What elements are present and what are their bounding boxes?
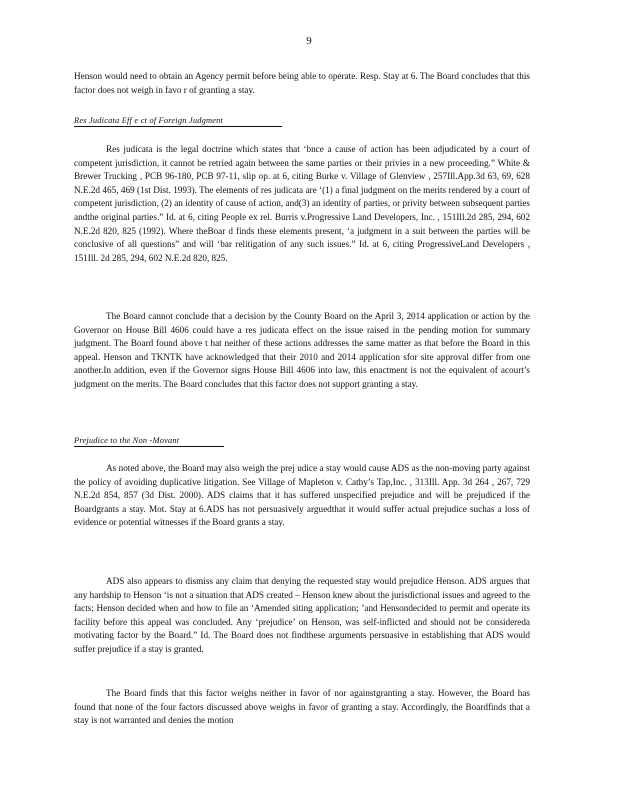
paragraph-conclusion: The Board finds that this factor weighs neither in favor of nor againstgranting a stay. However, the Board has found that none of the four factors discussed above weighs in favor of granting a stay. Accordingly, the Boardfinds that a stay is not warranted and denies the motion (74, 688, 530, 726)
section-heading-prejudice (74, 436, 224, 447)
heading-text: Res Judicata Eff e ct of Foreign Judgment (74, 116, 224, 125)
heading-text: Prejudice to the Non -Movant (74, 436, 180, 445)
paragraph-board-cannot-conclude: The Board cannot conclude that a decision by the County Board on the April 3, 2014 application or action by the Governor on House Bill 4606 could have a res judicata effect on the issue raised in the pending motion for summary judgment. The Board found above t hat neither of these actions addresses the same matter as that before the Board in this appeal. Henson and TKNTK have acknowledged that their 2010 and 2014 application sfor site approval differ from one another.In addition, even if the Governor signs House Bill 4606 into law, this enactment is not the equivalent of acourt’s judgment on the merits. The Board concludes that this factor does not support granting a stay. (74, 311, 530, 389)
paragraph-prejudice: As noted above, the Board may also weigh the prej udice a stay would cause ADS as the non-moving party against the policy of avoiding duplicative litigation. See Village of Mapleton v. Cathy’s Tap,Inc. , 313Ill. App. 3d 264 , 267, 729 N.E.2d 854, 857 (3d Dist. 2000). ADS claims that it has suffered unspecified prejudice and will be prejudiced if the Boardgrants a stay. Mot. Stay at 6.ADS has not persuasively arguedthat it would suffer actual prejudice suchas a loss of evidence or potential witnesses if the Board grants a stay. (74, 463, 530, 528)
heading-underline (74, 126, 282, 127)
paragraph-ads-dismiss: ADS also appears to dismiss any claim that denying the requested stay would prejudice Henson. ADS argues that any hardship to Henson ‘is not a situation that ADS created – Henson knew about the jurisdictional issues and agreed to the facts; Henson decided when and how to file an ‘Amended siting application; ’and Hensondecided to permit and operate its facility before this appeal was concluded. Any ‘prejudice’ on Henson, was self-inflicted and should not be considereda motivating factor by the Board.” Id. The Board does not findthese arguments persuasive in establishing that ADS would suffer prejudice if a stay is granted. (74, 576, 530, 654)
heading-underline (74, 446, 224, 447)
paragraph-res-judicata: Res judicata is the legal doctrine which states that ‘bnce a cause of action has been adjudicated by a court of competent jurisdiction, it cannot be retried again between the same parties or their privies in a new proceeding.” White & Brewer Trucking , PCB 96-180, PCB 97-11, slip op. at 6, citing Burke v. Village of Glenview , 257Ill.App.3d 63, 69, 628 N.E.2d 465, 469 (1st Dist. 1993). The elements of res judicata are ‘(1) a final judgment on the merits rendered by a court of competent jurisdiction, (2) an identity of cause of action, and(3) an identity of parties, or privity between subsequent parties andthe original parties.” Id. at 6, citing People ex rel. Burris v.Progressive Land Developers, Inc. , 151Ill.2d 285, 294, 602 N.E.2d 820, 825 (1992). Where theBoar d finds these elements present, ‘a judgment in a suit between the parties will be conclusive of all questions” and will ‘bar relitigation of any such issues.” Id. at 6, citing ProgressiveLand Developers , 151Ill. 2d 285, 294, 602 N.E.2d 820, 825. (74, 144, 530, 263)
page-number: 9 (306, 35, 312, 47)
paragraph-intro: Henson would need to obtain an Agency permit before being able to operate. Resp. Stay at 6. The Board concludes that this factor does not weigh in favo r of granting a stay. (74, 71, 530, 95)
section-heading-res-judicata (74, 116, 282, 127)
